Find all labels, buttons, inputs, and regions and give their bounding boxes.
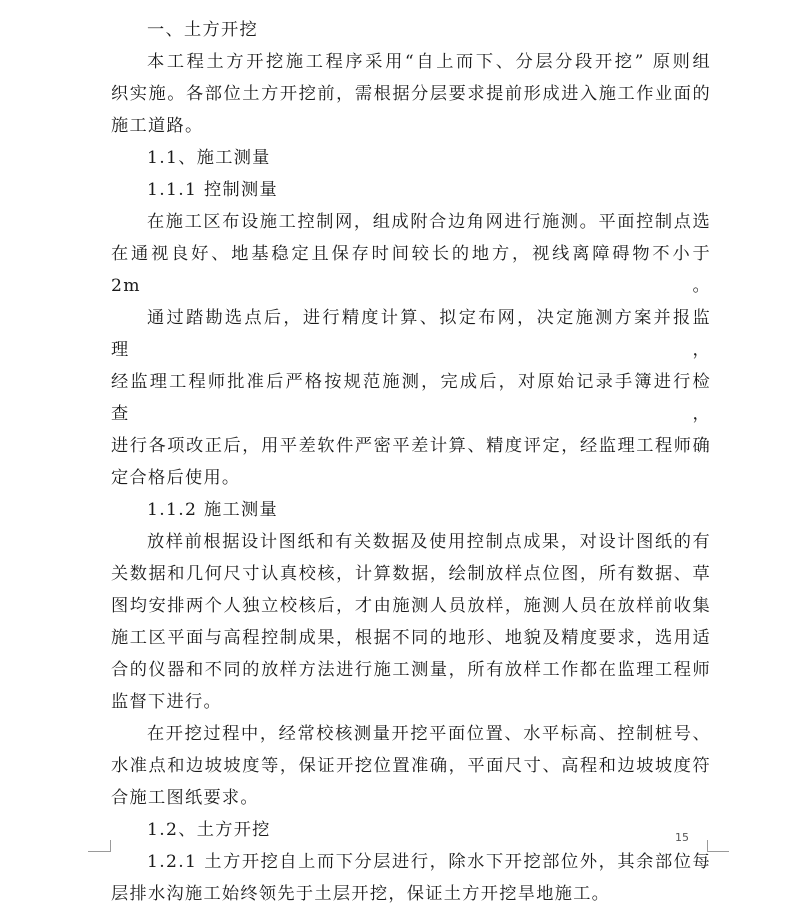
page-corner-mark-left-vertical [110, 840, 111, 852]
text-line: 在施工区布设施工控制网，组成附合边角网进行施测。平面控制点选 [147, 212, 711, 232]
text-line: 水准点和边坡坡度等，保证开挖位置准确，平面尺寸、高程和边坡坡度符 [111, 756, 711, 776]
text-line: 定合格后使用。 [111, 468, 241, 488]
text-line: 通过踏勘选点后，进行精度计算、拟定布网，决定施测方案并报监理， [111, 308, 711, 360]
text-line: 1.1.1 控制测量 [147, 180, 278, 200]
text-line: 1.2、土方开挖 [147, 820, 271, 840]
page-corner-mark-right [707, 851, 729, 852]
text-line: 合的仪器和不同的放样方法进行施工测量，所有放样工作都在监理工程师 [111, 660, 711, 680]
text-line: 1.2.1 土方开挖自上而下分层进行，除水下开挖部位外，其余部位每 [147, 852, 711, 872]
text-line: 监督下进行。 [111, 692, 222, 712]
text-line: 图均安排两个人独立校核后，才由施测人员放样，施测人员在放样前收集 [111, 596, 711, 616]
text-line: 施工道路。 [111, 116, 204, 136]
text-line: 本工程土方开挖施工程序采用“自上而下、分层分段开挖” 原则组 [147, 52, 711, 72]
text-line: 合施工图纸要求。 [111, 788, 259, 808]
text-line: 1.1.2 施工测量 [147, 500, 278, 520]
page-corner-mark-left [88, 851, 110, 852]
text-line: 进行各项改正后，用平差软件严密平差计算、精度评定，经监理工程师确 [111, 436, 711, 456]
text-line: 一、土方开挖 [147, 20, 258, 40]
text-line: 在通视良好、地基稳定且保存时间较长的地方，视线离障碍物不小于 2m。 [111, 244, 711, 296]
page-number: 15 [675, 831, 689, 844]
page-corner-mark-right-vertical [707, 840, 708, 852]
text-line: 1.1、施工测量 [147, 148, 271, 168]
text-line: 经监理工程师批准后严格按规范施测，完成后，对原始记录手簿进行检查， [111, 372, 711, 424]
text-line: 在开挖过程中，经常校核测量开挖平面位置、水平标高、控制桩号、 [147, 724, 711, 744]
text-line: 关数据和几何尺寸认真校核，计算数据，绘制放样点位图，所有数据、草 [111, 564, 711, 584]
text-line: 织实施。各部位土方开挖前，需根据分层要求提前形成进入施工作业面的 [111, 84, 711, 104]
text-line: 施工区平面与高程控制成果，根据不同的地形、地貌及精度要求，选用适 [111, 628, 711, 648]
text-line: 放样前根据设计图纸和有关数据及使用控制点成果，对设计图纸的有 [147, 532, 711, 552]
document-body [111, 14, 711, 910]
text-line: 层排水沟施工始终领先于土层开挖，保证土方开挖旱地施工。 [111, 884, 611, 904]
